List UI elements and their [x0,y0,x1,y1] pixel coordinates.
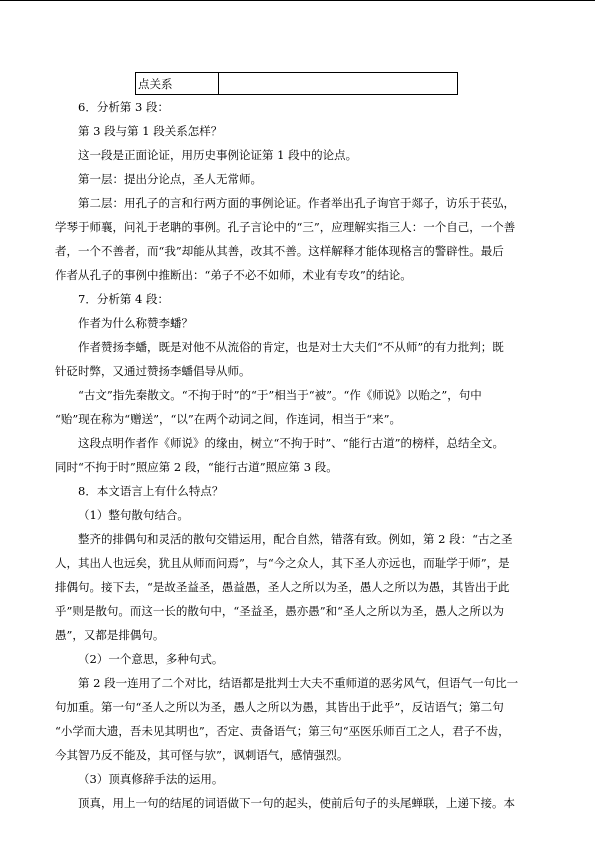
paragraph-line: 作者从孔子的事例中推断出：“弟子不必不如师，术业有专攻”的结论。 [55,268,412,282]
paragraph-line: 第二层：用孔子的言和行两方面的事例论证。作者举出孔子询官于郯子，访乐于苌弘， [78,196,515,210]
paragraph-line: 这一段是正面论证，用历史事例论证第 1 段中的论点。 [78,148,358,162]
top-rule [0,0,595,1]
paragraph-line: 顶真，用上一句的结尾的词语做下一句的起头，使前后句子的头尾蝉联，上递下接。本 [78,796,515,810]
q6-heading: 6．分析第 3 段： [78,100,169,114]
paragraph-line: 针砭时弊，又通过赞扬李蟠倡导从师。 [55,364,251,378]
paragraph-line: 乎”则是散句。而这一长的散句中，“圣益圣，愚亦愚”和“圣人之所以为圣，愚人之所以为 [55,604,505,618]
paragraph-line: 愚”，又都是排偶句。 [55,628,165,642]
paragraph-line: 今其智乃反不能及，其可怪与欤”，讽刺语气，感情强烈。 [55,748,349,762]
table-row [136,73,458,95]
q6-question: 第 3 段与第 1 段关系怎样？ [78,124,223,138]
subheading: （2）一个意思，多种句式。 [78,652,224,666]
paragraph-line: 人，其出人也远矣，犹且从师而问焉”，与“今之众人，其下圣人亦远也，而耻学于师”，是 [55,556,510,570]
paragraph-line: 句加重。第一句“圣人之所以为圣，愚人之所以为愚，其皆出于此乎”，反诘语气；第二句 [55,700,504,714]
table-cell-label: 点关系 [136,73,219,95]
paragraph-line: 这段点明作者作《师说》的缘由，树立“不拘于时”、“能行古道”的榜样，总结全文。 [78,436,505,450]
subheading: （1）整句散句结合。 [78,508,189,522]
paragraph-line: 第 2 段一连用了二个对比，结语都是批判士大夫不重师道的恶劣风气，但语气一句比一 [78,676,519,690]
q8-heading: 8．本文语言上有什么特点？ [78,484,224,498]
table-cell-value [219,73,458,95]
paragraph-line: 排偶句。接下去，“是故圣益圣，愚益愚，圣人之所以为圣，愚人之所以为愚，其皆出于此 [55,580,510,594]
q7-heading: 7．分析第 4 段： [78,292,169,306]
paragraph-line: 学琴于师襄，问礼于老聃的事例。孔子言论中的“三”，应理解实指三人：一个自己，一个善 [55,220,516,234]
subheading: （3）顶真修辞手法的运用。 [78,772,224,786]
paragraph-line: 第一层：提出分论点，圣人无常师。 [78,172,262,186]
paragraph-line: “古文”指先秦散文。“不拘于时”的“于”相当于“被”。“作《师说》以贻之”，句中 [78,388,482,402]
relation-table [135,72,458,95]
paragraph-line: 作者赞扬李蟠，既是对他不从流俗的肯定，也是对士大夫们“不从师”的有力批判；既 [78,340,504,354]
paragraph-line: “小学而大遗，吾未见其明也”，否定、责备语气；第三句“巫医乐师百工之人，君子不齿， [55,724,510,738]
paragraph-line: “贻”现在称为“赠送”，“以”在两个动词之间，作连词，相当于“来”。 [55,412,402,426]
paragraph-line: 者，一个不善者，而“我”却能从其善，改其不善。这样解释才能体现格言的警辟性。最后 [55,244,504,258]
q7-question: 作者为什么称赞李蟠？ [78,316,193,330]
paragraph-line: 整齐的排偶句和灵活的散句交错运用，配合自然，错落有致。例如，第 2 段：“古之圣 [78,532,513,546]
paragraph-line: 同时“不拘于时”照应第 2 段，“能行古道”照应第 3 段。 [55,460,338,474]
